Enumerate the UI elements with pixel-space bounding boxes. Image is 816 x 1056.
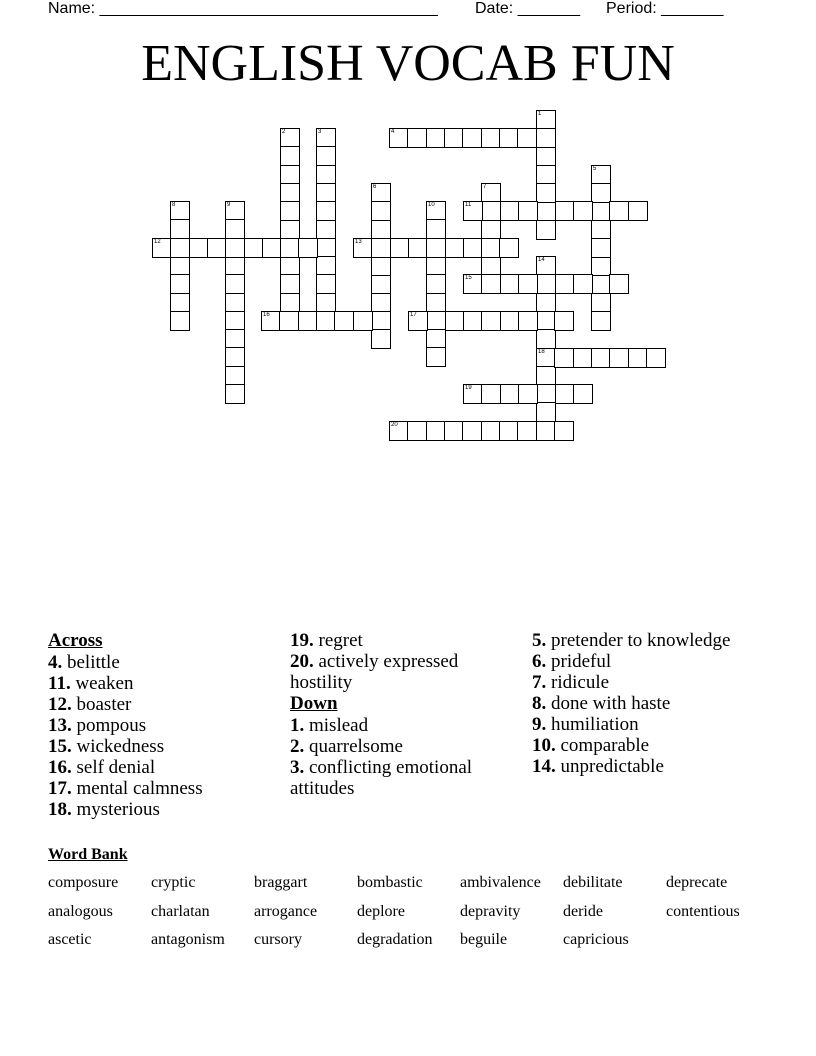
page-title: ENGLISH VOCAB FUN bbox=[141, 35, 675, 92]
across-clue bbox=[48, 652, 283, 673]
grid-cell[interactable] bbox=[609, 201, 629, 221]
word-bank-word: depravity bbox=[460, 902, 521, 920]
grid-cell[interactable] bbox=[573, 274, 593, 294]
clue-text: humiliation bbox=[546, 714, 639, 735]
clue-number: 11. bbox=[48, 673, 71, 694]
word-bank-word: contentious bbox=[666, 902, 740, 920]
grid-cell[interactable] bbox=[371, 220, 391, 240]
grid-cell[interactable] bbox=[371, 238, 391, 258]
clue-text: mental calmness bbox=[71, 778, 203, 799]
grid-cell[interactable] bbox=[500, 274, 520, 294]
grid-cell[interactable] bbox=[298, 238, 318, 258]
grid-cell[interactable] bbox=[170, 256, 190, 276]
grid-cell[interactable] bbox=[517, 421, 537, 441]
clue-text: mysterious bbox=[71, 799, 160, 820]
grid-cell[interactable] bbox=[371, 201, 391, 221]
clue-number: 17. bbox=[48, 778, 72, 799]
grid-cell[interactable] bbox=[280, 274, 300, 294]
clue-number: 8. bbox=[532, 693, 547, 714]
grid-cell[interactable] bbox=[244, 238, 264, 258]
grid-cell[interactable] bbox=[225, 293, 245, 313]
grid-cell[interactable] bbox=[554, 421, 574, 441]
across-clue bbox=[48, 799, 283, 820]
grid-cell[interactable] bbox=[407, 421, 427, 441]
grid-cell[interactable] bbox=[500, 311, 520, 331]
grid-cell[interactable] bbox=[316, 274, 336, 294]
grid-cell[interactable] bbox=[573, 384, 593, 404]
word-bank-word: cryptic bbox=[151, 874, 196, 891]
grid-cell[interactable] bbox=[280, 220, 300, 240]
clue-number: 8 bbox=[172, 202, 176, 208]
across-heading: Across bbox=[48, 630, 103, 651]
clue-number: 19. bbox=[290, 630, 314, 651]
clue-text: wickedness bbox=[71, 736, 165, 757]
clue-text: pretender to knowledge bbox=[546, 630, 731, 651]
grid-cell[interactable] bbox=[280, 183, 300, 203]
grid-cell[interactable] bbox=[481, 384, 501, 404]
clue-text: weaken bbox=[70, 673, 134, 694]
grid-cell[interactable] bbox=[536, 165, 556, 185]
grid-cell[interactable] bbox=[536, 256, 556, 276]
grid-cell[interactable] bbox=[225, 219, 245, 239]
word-bank-word: arrogance bbox=[254, 902, 318, 920]
grid-cell[interactable] bbox=[554, 348, 574, 368]
clue-number: 18. bbox=[48, 799, 72, 820]
grid-cell[interactable] bbox=[463, 201, 483, 221]
word-bank-word: deplore bbox=[357, 902, 405, 920]
clue-number: 7 bbox=[483, 184, 487, 190]
grid-cell[interactable] bbox=[591, 275, 611, 295]
clue-number: 17 bbox=[410, 312, 417, 318]
clue-number: 15 bbox=[465, 275, 472, 281]
word-bank-word: beguile bbox=[460, 931, 508, 948]
grid-cell[interactable] bbox=[499, 128, 519, 148]
word-bank-word: deride bbox=[563, 902, 603, 920]
grid-cell[interactable] bbox=[463, 311, 483, 331]
grid-cell[interactable] bbox=[426, 219, 446, 239]
grid-cell[interactable] bbox=[518, 274, 538, 294]
grid-cell[interactable] bbox=[628, 201, 648, 221]
grid-cell[interactable] bbox=[517, 128, 537, 148]
clue-number: 12 bbox=[154, 239, 161, 245]
clue-number: 2 bbox=[282, 129, 286, 135]
clue-text: ridicule bbox=[546, 672, 610, 693]
clue-text: self denial bbox=[71, 757, 156, 778]
grid-cell[interactable] bbox=[536, 311, 556, 331]
clue-number: 10 bbox=[428, 202, 435, 208]
grid-cell[interactable] bbox=[261, 311, 281, 331]
word-bank-word: analogous bbox=[48, 902, 113, 920]
grid-cell[interactable] bbox=[316, 220, 336, 240]
grid-cell[interactable] bbox=[555, 274, 575, 294]
word-bank-word: degradation bbox=[357, 931, 433, 948]
grid-cell[interactable] bbox=[499, 421, 519, 441]
across-clue bbox=[48, 715, 283, 736]
clue-text: belittle bbox=[62, 652, 120, 673]
grid-cell[interactable] bbox=[390, 238, 410, 258]
grid-cell[interactable] bbox=[225, 274, 245, 294]
grid-cell[interactable] bbox=[426, 201, 446, 221]
grid-cell[interactable] bbox=[573, 348, 593, 368]
grid-cell[interactable] bbox=[353, 238, 373, 258]
grid-cell[interactable] bbox=[536, 220, 556, 240]
grid-cell[interactable] bbox=[536, 110, 556, 130]
grid-cell[interactable] bbox=[426, 238, 446, 258]
grid-cell[interactable] bbox=[463, 238, 483, 258]
grid-cell[interactable] bbox=[316, 201, 336, 221]
clue-number: 16. bbox=[48, 757, 72, 778]
grid-cell[interactable] bbox=[280, 201, 300, 221]
word-bank-word: charlatan bbox=[151, 902, 210, 920]
down-clue bbox=[290, 757, 525, 799]
grid-cell[interactable] bbox=[408, 238, 428, 258]
clue-number: 14 bbox=[538, 257, 545, 263]
grid-cell[interactable] bbox=[280, 146, 300, 166]
grid-cell[interactable] bbox=[463, 274, 483, 294]
grid-cell[interactable] bbox=[481, 201, 501, 221]
clue-number: 3 bbox=[318, 129, 322, 135]
clue-number: 14. bbox=[532, 756, 556, 777]
down-clue bbox=[532, 756, 767, 777]
grid-cell[interactable] bbox=[426, 347, 446, 367]
word-bank-word: bombastic bbox=[357, 874, 423, 891]
clue-number: 11 bbox=[465, 202, 472, 208]
grid-cell[interactable] bbox=[609, 274, 629, 294]
grid-cell[interactable] bbox=[481, 311, 501, 331]
grid-cell[interactable] bbox=[536, 366, 556, 386]
clue-number: 3. bbox=[290, 757, 305, 778]
grid-cell[interactable] bbox=[298, 311, 318, 331]
grid-cell[interactable] bbox=[536, 329, 556, 349]
grid-cell[interactable] bbox=[170, 219, 190, 239]
clue-number: 7. bbox=[532, 672, 547, 693]
grid-cell[interactable] bbox=[316, 293, 336, 313]
grid-cell[interactable] bbox=[536, 293, 556, 313]
grid-cell[interactable] bbox=[170, 274, 190, 294]
clues-column-1 bbox=[48, 630, 283, 820]
clue-number: 16 bbox=[263, 312, 270, 318]
clue-number: 2. bbox=[290, 736, 305, 757]
grid-cell[interactable] bbox=[225, 311, 245, 331]
grid-cell[interactable] bbox=[408, 311, 428, 331]
clue-text: quarrelsome bbox=[304, 736, 403, 757]
word-bank-word: ascetic bbox=[48, 931, 92, 948]
clue-number: 6 bbox=[373, 184, 377, 190]
grid-cell[interactable] bbox=[591, 238, 611, 258]
down-clue bbox=[532, 651, 767, 672]
grid-cell[interactable] bbox=[279, 311, 299, 331]
grid-cell[interactable] bbox=[481, 183, 501, 203]
grid-cell[interactable] bbox=[371, 183, 391, 203]
grid-cell[interactable] bbox=[481, 421, 501, 441]
grid-cell[interactable] bbox=[316, 165, 336, 185]
grid-cell[interactable] bbox=[481, 274, 501, 294]
down-clue bbox=[532, 735, 767, 756]
down-clue bbox=[532, 693, 767, 714]
grid-cell[interactable] bbox=[536, 348, 556, 368]
grid-cell[interactable] bbox=[280, 128, 300, 148]
grid-cell[interactable] bbox=[426, 128, 446, 148]
across-clue bbox=[48, 673, 283, 694]
grid-cell[interactable] bbox=[591, 165, 611, 185]
grid-cell[interactable] bbox=[426, 311, 446, 331]
clue-number: 6. bbox=[532, 651, 547, 672]
grid-cell[interactable] bbox=[591, 202, 611, 222]
grid-cell[interactable] bbox=[481, 220, 501, 240]
across-clue bbox=[48, 778, 283, 799]
clue-number: 5 bbox=[593, 166, 597, 172]
grid-cell[interactable] bbox=[555, 384, 575, 404]
grid-cell[interactable] bbox=[445, 311, 465, 331]
grid-cell[interactable] bbox=[262, 238, 282, 258]
clue-number: 10. bbox=[532, 735, 556, 756]
across-clue bbox=[48, 736, 283, 757]
grid-cell[interactable] bbox=[536, 202, 556, 222]
grid-cell[interactable] bbox=[225, 329, 245, 349]
across-clue bbox=[48, 694, 283, 715]
down-clue bbox=[290, 715, 525, 736]
word-bank-word: braggart bbox=[254, 874, 308, 891]
grid-cell[interactable] bbox=[462, 128, 482, 148]
grid-cell[interactable] bbox=[225, 256, 245, 276]
grid-cell[interactable] bbox=[371, 293, 391, 313]
grid-cell[interactable] bbox=[591, 220, 611, 240]
grid-cell[interactable] bbox=[316, 128, 336, 148]
grid-cell[interactable] bbox=[463, 384, 483, 404]
grid-cell[interactable] bbox=[591, 257, 611, 277]
across-clue bbox=[48, 757, 283, 778]
grid-cell[interactable] bbox=[426, 329, 446, 349]
grid-cell[interactable] bbox=[555, 201, 575, 221]
clue-text: prideful bbox=[546, 651, 612, 672]
clue-number: 1. bbox=[290, 715, 305, 736]
grid-cell[interactable] bbox=[536, 384, 556, 404]
down-clue bbox=[290, 736, 525, 757]
grid-cell[interactable] bbox=[152, 238, 172, 258]
word-bank-word: cursory bbox=[254, 931, 302, 948]
grid-cell[interactable] bbox=[316, 183, 336, 203]
grid-cell[interactable] bbox=[225, 201, 245, 221]
clue-number: 4 bbox=[391, 129, 395, 135]
grid-cell[interactable] bbox=[536, 402, 556, 422]
grid-cell[interactable] bbox=[536, 128, 556, 148]
grid-cell[interactable] bbox=[591, 183, 611, 203]
clue-text: conflicting emotional attitudes bbox=[290, 757, 473, 799]
word-bank-heading: Word Bank bbox=[48, 846, 128, 863]
clue-number: 19 bbox=[465, 385, 472, 391]
clue-text: unpredictable bbox=[555, 756, 664, 777]
grid-cell[interactable] bbox=[573, 201, 593, 221]
grid-cell[interactable] bbox=[444, 128, 464, 148]
grid-cell[interactable] bbox=[207, 238, 227, 258]
grid-cell[interactable] bbox=[591, 348, 611, 368]
grid-cell[interactable] bbox=[189, 238, 209, 258]
clue-number: 5. bbox=[532, 630, 547, 651]
grid-cell[interactable] bbox=[225, 384, 245, 404]
grid-cell[interactable] bbox=[170, 311, 190, 331]
clues-column-3 bbox=[532, 630, 767, 777]
grid-cell[interactable] bbox=[316, 146, 336, 166]
grid-cell[interactable] bbox=[481, 128, 501, 148]
clue-text: mislead bbox=[304, 715, 369, 736]
down-clue bbox=[532, 630, 767, 651]
clue-text: pompous bbox=[71, 715, 147, 736]
grid-cell[interactable] bbox=[389, 128, 409, 148]
word-bank-word: antagonism bbox=[151, 931, 225, 948]
grid-cell[interactable] bbox=[371, 275, 391, 295]
grid-cell[interactable] bbox=[371, 256, 391, 276]
clue-text: comparable bbox=[555, 735, 650, 756]
clue-text: done with haste bbox=[546, 693, 671, 714]
clue-text: actively expressed hostility bbox=[290, 651, 459, 693]
grid-cell[interactable] bbox=[353, 311, 373, 331]
grid-cell[interactable] bbox=[170, 238, 190, 258]
grid-cell[interactable] bbox=[316, 311, 336, 331]
down-clue bbox=[532, 672, 767, 693]
clue-text: boaster bbox=[71, 694, 132, 715]
clue-number: 12. bbox=[48, 694, 72, 715]
grid-cell[interactable] bbox=[426, 274, 446, 294]
clue-number: 9 bbox=[227, 202, 231, 208]
word-bank-word: ambivalence bbox=[460, 874, 541, 891]
grid-cell[interactable] bbox=[499, 238, 519, 258]
word-bank-word: deprecate bbox=[666, 874, 728, 891]
date-field[interactable]: Date: _______ bbox=[475, 0, 580, 17]
clue-number: 13. bbox=[48, 715, 72, 736]
down-heading: Down bbox=[290, 693, 338, 714]
grid-cell[interactable] bbox=[500, 384, 520, 404]
clue-number: 20. bbox=[290, 651, 314, 672]
grid-cell[interactable] bbox=[518, 384, 538, 404]
grid-cell[interactable] bbox=[371, 311, 391, 331]
grid-cell[interactable] bbox=[536, 147, 556, 167]
grid-cell[interactable] bbox=[426, 421, 446, 441]
grid-cell[interactable] bbox=[462, 421, 482, 441]
grid-cell[interactable] bbox=[646, 348, 666, 368]
grid-cell[interactable] bbox=[225, 347, 245, 367]
clue-number: 9. bbox=[532, 714, 547, 735]
word-bank-word: debilitate bbox=[563, 874, 623, 891]
grid-cell[interactable] bbox=[536, 183, 556, 203]
clue-number: 1 bbox=[538, 111, 542, 117]
grid-cell[interactable] bbox=[591, 311, 611, 331]
clue-number: 15. bbox=[48, 736, 72, 757]
grid-cell[interactable] bbox=[426, 256, 446, 276]
grid-cell[interactable] bbox=[389, 421, 409, 441]
clue-number: 20 bbox=[391, 422, 398, 428]
grid-cell[interactable] bbox=[444, 421, 464, 441]
down-clue bbox=[532, 714, 767, 735]
grid-cell[interactable] bbox=[500, 201, 520, 221]
name-field[interactable]: Name: ______________________________________ bbox=[48, 0, 438, 17]
clue-number: 18 bbox=[538, 348, 545, 355]
word-bank-word: composure bbox=[48, 874, 119, 891]
grid-cell[interactable] bbox=[445, 238, 465, 258]
grid-cell[interactable] bbox=[591, 293, 611, 313]
grid-cell[interactable] bbox=[280, 256, 300, 276]
grid-cell[interactable] bbox=[225, 366, 245, 386]
grid-cell[interactable] bbox=[426, 293, 446, 313]
grid-cell[interactable] bbox=[628, 348, 648, 368]
across-clue bbox=[290, 630, 525, 651]
grid-cell[interactable] bbox=[518, 311, 538, 331]
grid-cell[interactable] bbox=[371, 329, 391, 349]
grid-cell[interactable] bbox=[609, 348, 629, 368]
grid-cell[interactable] bbox=[554, 311, 574, 331]
grid-cell[interactable] bbox=[518, 201, 538, 221]
grid-cell[interactable] bbox=[407, 128, 427, 148]
grid-cell[interactable] bbox=[280, 165, 300, 185]
clue-number: 4. bbox=[48, 652, 63, 673]
period-field[interactable]: Period: _______ bbox=[606, 0, 724, 17]
grid-cell[interactable] bbox=[225, 238, 245, 258]
clue-text: regret bbox=[313, 630, 363, 651]
clues-column-2 bbox=[290, 630, 525, 799]
crossword-grid bbox=[0, 0, 816, 470]
grid-cell[interactable] bbox=[334, 311, 354, 331]
grid-cell[interactable] bbox=[536, 274, 556, 294]
clue-number: 13 bbox=[355, 239, 362, 245]
grid-cell[interactable] bbox=[316, 256, 336, 276]
grid-cell[interactable] bbox=[280, 238, 300, 258]
word-bank-word: capricious bbox=[563, 931, 629, 948]
across-clue bbox=[290, 651, 525, 693]
grid-cell[interactable] bbox=[170, 201, 190, 221]
grid-cell[interactable] bbox=[481, 238, 501, 258]
grid-cell[interactable] bbox=[316, 238, 336, 258]
grid-cell[interactable] bbox=[170, 293, 190, 313]
grid-cell[interactable] bbox=[280, 293, 300, 313]
